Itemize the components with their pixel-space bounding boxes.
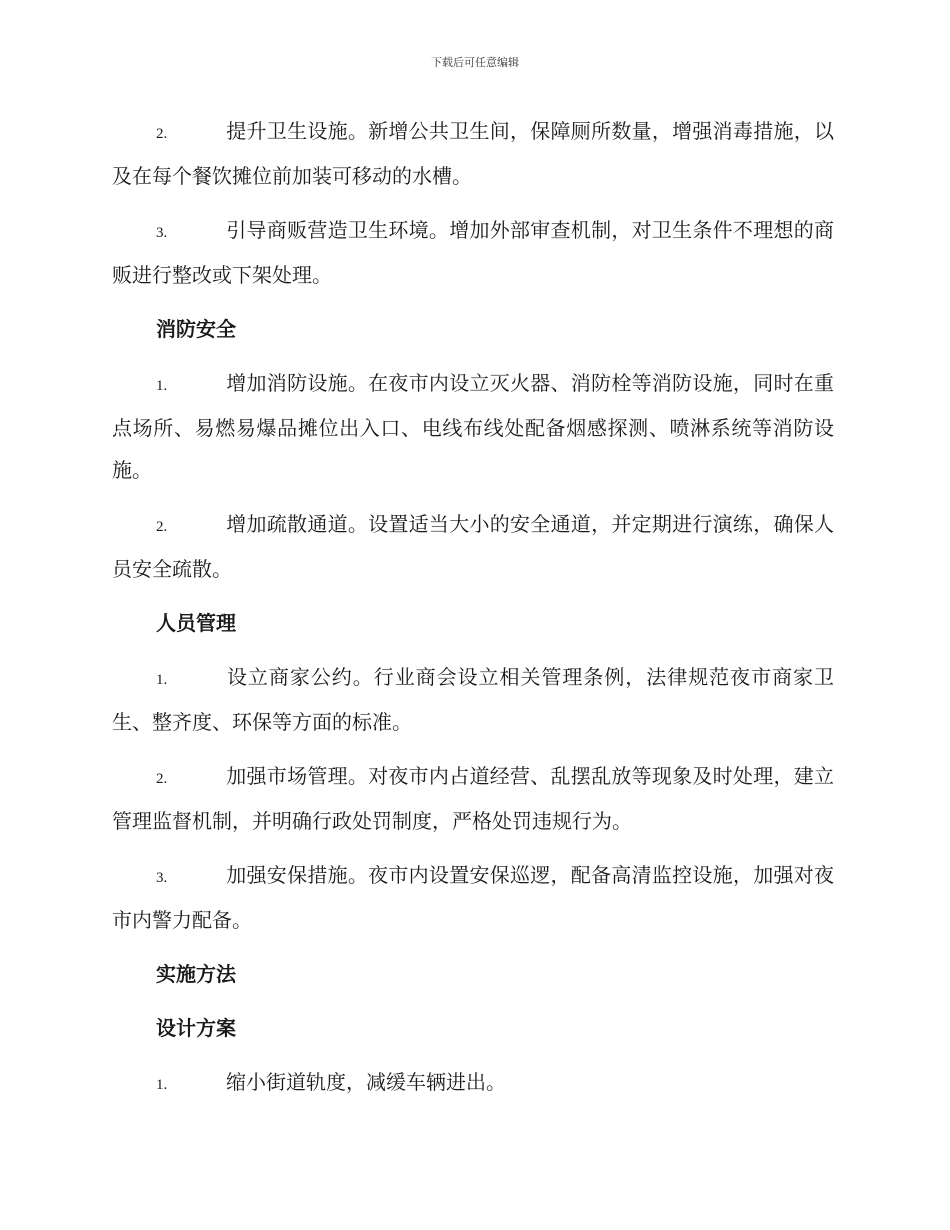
item-number: 2. xyxy=(156,519,168,535)
item-number: 2. xyxy=(156,771,168,787)
item-text: 缩小街道轨度，减缓车辆进出。 xyxy=(226,1070,506,1094)
item-text: 引导商贩营造卫生环境。增加外部审查机制，对卫生条件不理想的商贩进行整改或下架处理。 xyxy=(112,218,834,287)
list-item xyxy=(112,656,834,743)
section-heading: 实施方法 xyxy=(156,962,236,986)
list-item xyxy=(112,362,834,491)
list-item xyxy=(112,1061,834,1106)
item-text: 增加疏散通道。设置适当大小的安全通道，并定期进行演练，确保人员安全疏散。 xyxy=(112,512,834,581)
list-item xyxy=(112,503,834,590)
item-text: 设立商家公约。行业商会设立相关管理条例，法律规范夜市商家卫生、整齐度、环保等方面的标准。 xyxy=(112,665,834,734)
list-item xyxy=(112,755,834,842)
item-number: 3. xyxy=(156,870,168,886)
list-item xyxy=(112,854,834,941)
list-item xyxy=(112,209,834,296)
item-number: 1. xyxy=(156,1077,168,1093)
document-body xyxy=(112,110,834,1118)
item-text: 加强市场管理。对夜市内占道经营、乱摆乱放等现象及时处理，建立管理监督机制，并明确行政处罚制度，严格处罚违规行为。 xyxy=(112,764,834,833)
item-text: 增加消防设施。在夜市内设立灭火器、消防栓等消防设施，同时在重点场所、易燃易爆品摊位出入口、电线布线处配备烟感探测、喷淋系统等消防设施。 xyxy=(112,371,834,482)
item-number: 2. xyxy=(156,126,168,142)
item-number: 1. xyxy=(156,378,168,394)
item-text: 加强安保措施。夜市内设置安保巡逻，配备高清监控设施，加强对夜市内警力配备。 xyxy=(112,863,834,932)
page-header: 下载后可任意编辑 xyxy=(431,56,519,69)
item-number: 3. xyxy=(156,225,168,241)
section-heading: 设计方案 xyxy=(156,1016,236,1040)
item-number: 1. xyxy=(156,672,168,688)
list-item xyxy=(112,110,834,197)
section-heading: 消防安全 xyxy=(156,317,236,341)
item-text: 提升卫生设施。新增公共卫生间，保障厕所数量，增强消毒措施，以及在每个餐饮摊位前加装可移动的水槽。 xyxy=(112,119,834,188)
section-heading: 人员管理 xyxy=(156,611,236,635)
